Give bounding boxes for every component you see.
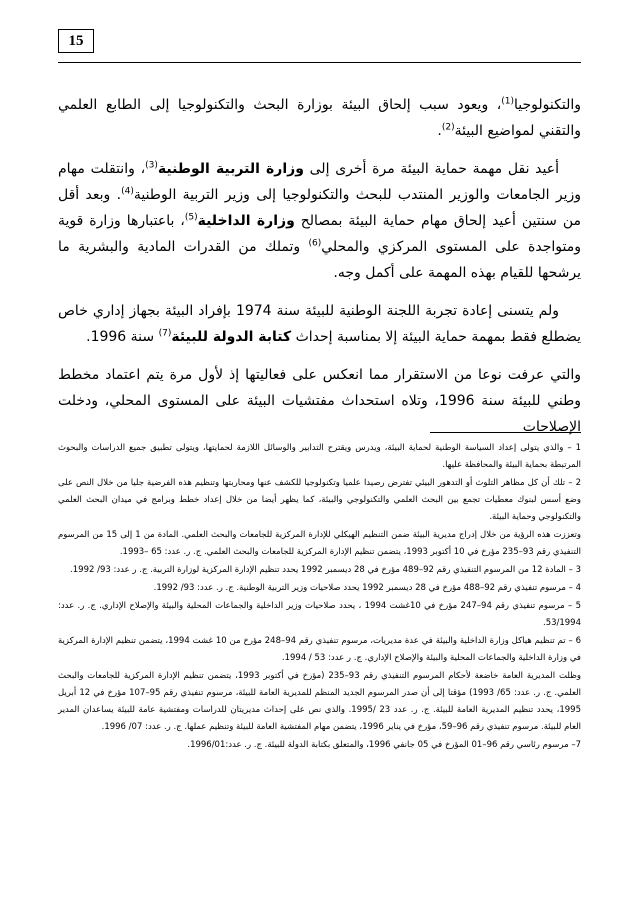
footnote-ref[interactable]: (7) xyxy=(158,328,172,339)
text-run: سنة 1996. xyxy=(86,329,159,345)
footnote: وتعززت هذه الرؤية من خلال إدراج مديرية البيئة ضمن التنظيم الهيكلي للإدارة المركزية للجامعات والبحث العلمي. المادة من 1 إلى 15 من المرسوم التنفيذي رقم 93–235 مؤرخ في 10 أكتوبر 1993، يتضمن تنظيم الإدارة المركزية للجامعات والبحث العلمي. ج. ر. عدد: 65 –1993. xyxy=(58,530,581,557)
text-run: ، وانتقلت مهام وزير الجامعات والوزير المنتدب للبحث والتكنولوجيا إلى وزير التربية الوطنية xyxy=(58,161,582,203)
body-text xyxy=(58,92,581,452)
footnote-ref[interactable]: (6) xyxy=(308,238,322,249)
text-run: والتي عرفت نوعا من الاستقرار مما انعكس على فعاليتها إذ لأول مرة يتم اعتماد مخطط وطني للبيئة سنة 1996، وتلاه استحداث مفتشيات البيئة على المستوى المحلي، ودخلت الإصلاحات xyxy=(58,367,581,435)
text-run: وتملك من القدرات المادية والبشرية ما يرشحها للقيام بهذه المهمة على أكمل وجه. xyxy=(58,239,581,281)
footnote: 5 – مرسوم تنفيذي رقم 94–247 مؤرخ في 10غشت 1994 ، يحدد صلاحيات وزير الداخلية والجماعات المحلية والبيئة والإصلاح الإداري. ج. ر. عدد: 53/1994. xyxy=(58,601,582,628)
text-run: أعيد نقل مهمة حماية البيئة مرة أخرى إلى xyxy=(303,161,559,177)
footnote-ref[interactable]: (5) xyxy=(184,212,198,223)
footnote-ref[interactable]: (3) xyxy=(145,160,158,171)
footnote: 6 – تم تنظيم هياكل وزارة الداخلية والبيئة في عدة مديريات، مرسوم تنفيذي رقم 94–248 مؤرخ من 10 غشت 1994، يتضمن تنظيم الإدارة المركزية في وزارة الداخلية والجماعات المحلية والبيئة والإصلاح الإداري. ج. ر عدد: 53 / 1994. xyxy=(58,636,581,663)
paragraph xyxy=(58,92,581,144)
text-run: ولم يتسنى إعادة تجربة اللجنة الوطنية للبيئة سنة 1974 بإفراد البيئة بجهاز إداري خاص يضطلع فقط بمهمة حماية البيئة إلا بمناسبة إحداث xyxy=(58,303,581,345)
footnote-separator xyxy=(430,432,581,433)
footnote: وظلت المديرية العامة خاضعة لأحكام المرسوم التنفيذي رقم 93–235 (مؤرخ في أكتوبر 1993، يتضمن تنظيم الإدارة المركزية للجامعات والبحث العلمي. ج. ر. عدد: 65/ 1993) مؤقتا إلى أن صدر المرسوم الجديد المنظم للمديرية العامة للبيئة، مرسوم تنفيذي رقم 95–107 مؤرخ في 12 أبريل 1995، يحدد تنظيم المديرية العامة للبيئة. ج. ر. عدد 23 /1995. والذي نص على إحداث مديريتان للدراسات ومفتشية عامة للبيئة يساعدان المدير العام للبيئة. مرسوم تنفيذي رقم 96–59، مؤرخ في يناير 1996، يتضمن مهام المفتشية العامة للبيئة وتنظيم عملها. ج. ر. عدد: 07/ 1996. xyxy=(58,671,581,732)
paragraph xyxy=(58,298,581,350)
paragraph xyxy=(58,156,581,286)
text-run: . xyxy=(437,123,442,139)
footnote-ref[interactable]: (1) xyxy=(501,96,515,107)
text-run: ، باعتبارها وزارة قوية ومتواجدة على المستوى المركزي والمحلي xyxy=(58,213,581,255)
footnote-ref[interactable]: (4) xyxy=(121,186,134,197)
page-number: 15 xyxy=(58,29,94,53)
text-run: والتكنولوجيا xyxy=(514,97,581,113)
bold-term: كتابة الدولة للبيئة xyxy=(171,329,292,345)
text-run: . وبعد أقل من سنتين أعيد إلحاق مهام حماية البيئة بمصالح xyxy=(58,187,581,229)
paragraph xyxy=(58,362,581,440)
footnote-ref[interactable]: (2) xyxy=(441,122,455,133)
footnote: 4 – مرسوم تنفيذي رقم 92–488 مؤرخ في 28 ديسمبر 1992 يحدد صلاحيات وزير التربية الوطنية. ج. ر. عدد: 93/ 1992. xyxy=(153,583,581,593)
bold-term: وزارة الداخلية xyxy=(197,213,295,229)
text-run: ، ويعود سبب إلحاق البيئة بوزارة البحث والتكنولوجيا إلى الطابع العلمي والتقني لمواضيع البيئة xyxy=(58,97,581,139)
footnote: 3 – المادة 12 من المرسوم التنفيذي رقم 92–489 مؤرخ في 28 ديسمبر 1992 يحدد تنظيم الإدارة المركزية لوزارة التربية. ج. ر عدد: 93/ 1992. xyxy=(70,565,581,575)
footnote: 2 – تلك أن كل مظاهر التلوث أو التدهور البيئي تفترض رصيدا علميا وتكنولوجيا للكشف عنها ومحاربتها وتنظيم هذه الفرضية جليا من خلال النص على وضع أسس لبنوك معطيات تجمع بين البحث العلمي والتكنولوجي والبيئة، كما يظهر أيضا من خلال إعداد خطط وبرامج في ميدان البحث العلمي والتكنولوجي وحماية البيئة. xyxy=(58,478,581,522)
header-rule xyxy=(58,62,581,63)
footnote: 1 – والذي يتولى إعداد السياسة الوطنية لحماية البيئة، ويدرس ويقترح التدابير والوسائل اللازمة لحمايتها، ويتولى تطبيق جميع الدراسات والبحوث المرتبطة بحماية البيئة والمحافظة عليها. xyxy=(58,443,581,470)
footnote: 7– مرسوم رئاسي رقم 96–01 المؤرخ في 05 جانفي 1996، والمتعلق بكتابة الدولة للبيئة. ج. ر. عدد:1996/01. xyxy=(187,740,581,750)
bold-term: وزارة التربية الوطنية xyxy=(157,161,304,177)
footnotes xyxy=(58,440,581,755)
